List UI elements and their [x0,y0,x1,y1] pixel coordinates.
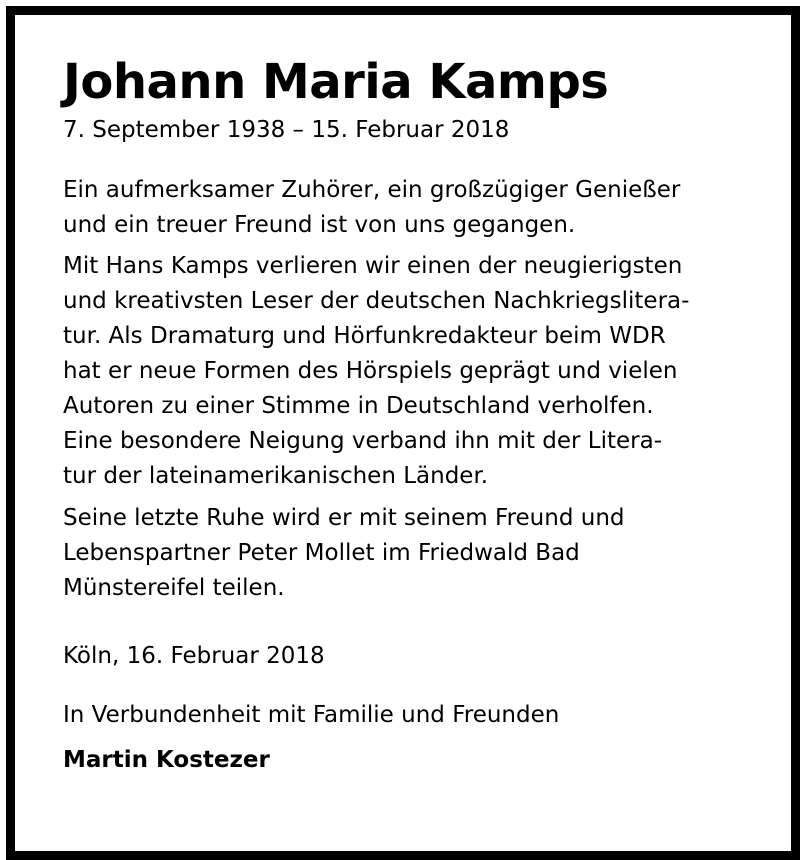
text-line: Lebenspartner Peter Mollet im Friedwald Bad [63,540,580,566]
place-and-date: Köln, 16. Februar 2018 [63,643,325,669]
signer-name: Martin Kostezer [63,747,270,773]
text-line: Eine besondere Neigung verband ihn mit der Litera- [63,428,663,454]
paragraph-intro [63,173,763,243]
text-line: und kreativsten Leser der deutschen Nachkriegslitera- [63,288,690,314]
text-line: Seine letzte Ruhe wird er mit seinem Freund und [63,505,625,531]
text-line: Münstereifel teilen. [63,575,285,601]
text-line: Mit Hans Kamps verlieren wir einen der neugierigsten [63,253,683,279]
text-line: und ein treuer Freund ist von uns gegangen. [63,212,576,238]
deceased-name: Johann Maria Kamps [63,54,609,110]
notice-border-frame [6,6,800,860]
text-line: hat er neue Formen des Hörspiels geprägt und vielen [63,358,678,384]
life-dates: 7. September 1938 – 15. Februar 2018 [63,117,510,143]
notice-content [63,53,763,775]
text-line: tur. Als Dramaturg und Hörfunkredakteur beim WDR [63,323,666,349]
paragraph-resting-place [63,501,763,606]
text-line: Autoren zu einer Stimme in Deutschland verholfen. [63,393,654,419]
text-line: Ein aufmerksamer Zuhörer, ein großzügiger Genießer [63,177,681,203]
paragraph-biography [63,249,763,494]
closing-line: In Verbundenheit mit Familie und Freunden [63,702,560,728]
text-line: tur der lateinamerikanischen Länder. [63,463,489,489]
